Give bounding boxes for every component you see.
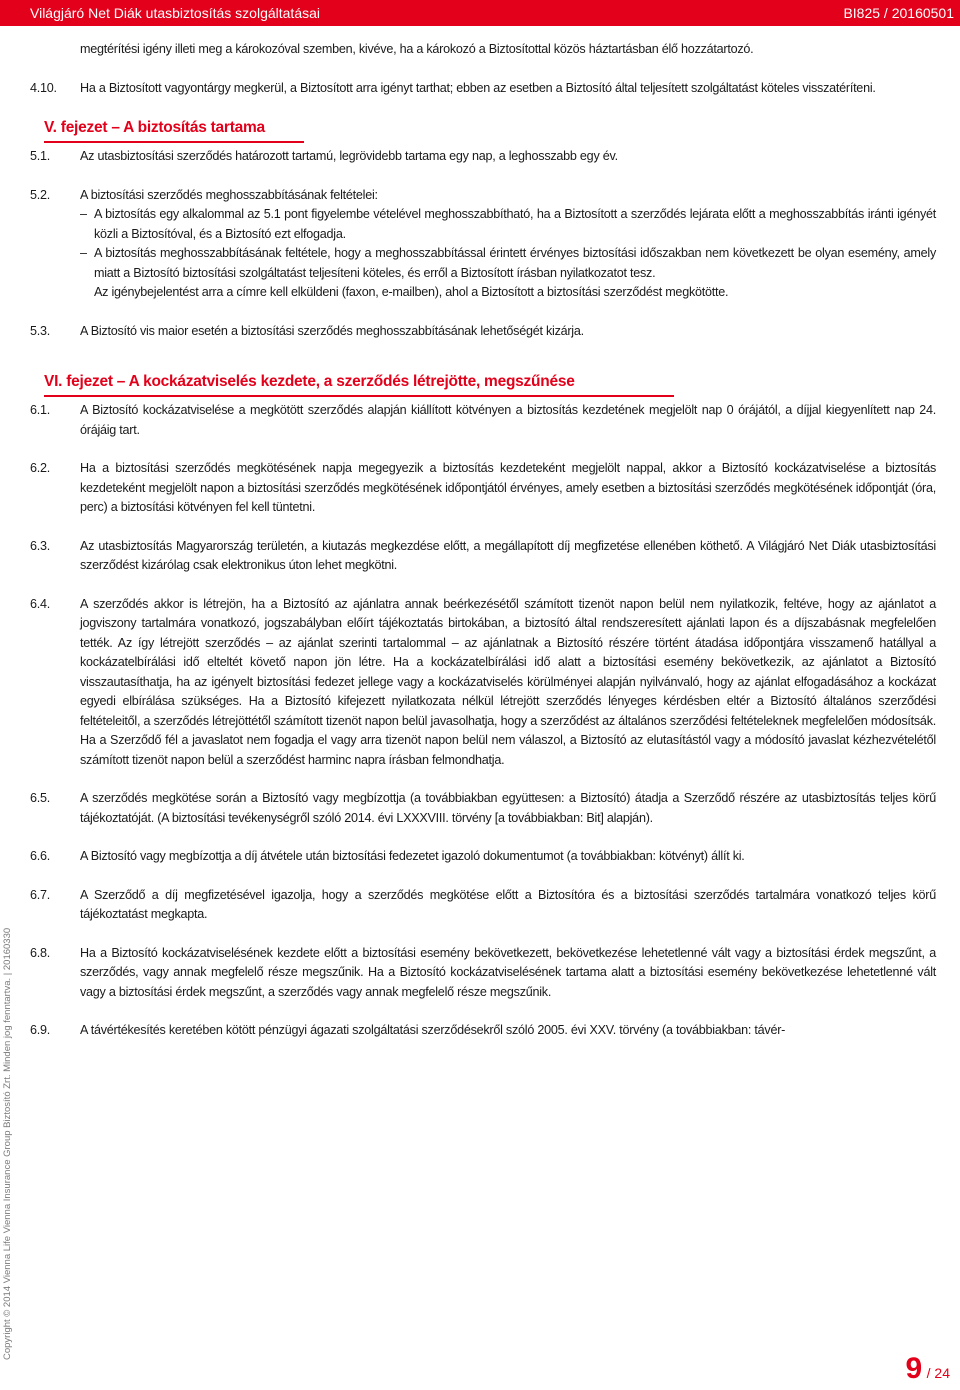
paragraph-number: 6.8. [30,945,51,960]
paragraph-6-4 [30,595,936,771]
chapter-5-heading: V. fejezet – A biztosítás tartama [44,117,304,143]
paragraph-5-3 [30,322,936,342]
current-page: 9 [905,1352,923,1385]
document-body [30,40,936,1041]
paragraph-5-2 [30,186,936,303]
paragraph-text: A biztosítási szerződés meghosszabbításának feltételei: [80,187,378,202]
document-code: BI825 / 20160501 [843,5,954,21]
page-number [906,1352,951,1386]
paragraph-text: A szerződés megkötése során a Biztosító vagy megbízottja (a továbbiakban együttesen: a Biztosító) átadja a Szerződő részére az utasbiztosítás teljes körű tájékoztatóját. (A biztosítási tevékenységről szóló 2014. évi LXXXVIII. törvény [a továbbiakban: Bit] alapján). [80,791,936,825]
paragraph-text: Az utasbiztosítás Magyarország területén, a kiutazás megkezdése előtt, a megállapított díj megfizetése ellenében köthető. A Világjáró Net Diák utasbiztosítási szerződést kizárólag csak elektronikus úton lehet megkötni. [80,538,936,572]
paragraph-text: A távértékesítés keretében kötött pénzügyi ágazati szolgáltatási szerződésekről szóló 2005. évi XXV. törvény (a továbbiakban: távér- [80,1023,786,1037]
paragraph-number: 5.1. [30,149,51,163]
paragraph-text: A Biztosító vagy megbízottja a díj átvétele után biztosítási fedezetet igazoló dokumentumot (a továbbiakban: kötvényt) állít ki. [80,849,745,863]
page-header [0,0,960,26]
paragraph-4-10 [30,79,936,99]
chapter-6-heading: VI. fejezet – A kockázatviselés kezdete, a szerződés létrejötte, megszűnése [44,371,674,397]
header-title: Világjáró Net Diák utasbiztosítás szolgáltatásai [30,5,321,21]
paragraph-text: A Biztosító vis maior esetén a biztosítási szerződés meghosszabbításának lehetőségét kizárja. [80,323,584,338]
paragraph-number: 5.2. [30,187,51,202]
paragraph-text: Ha a Biztosított vagyontárgy megkerül, a Biztosított arra igényt tarthat; ebben az esetben a Biztosító által teljesített szolgáltatást köteles visszatéríteni. [80,80,876,95]
paragraph-number: 6.3. [30,538,51,553]
paragraph-number: 5.3. [30,323,51,338]
list-item-continuation: Az igénybejelentést arra a címre kell elküldeni (faxon, e-mailben), ahol a Biztosított a biztosítási szerződést megkötötte. [94,285,729,299]
paragraph-text: Az utasbiztosítási szerződés határozott tartamú, legrövidebb tartama egy nap, a leghosszabb egy év. [80,149,618,163]
paragraph-number: 6.5. [30,791,51,805]
paragraph-number: 6.6. [30,849,51,863]
paragraph-number: 6.1. [30,403,51,417]
paragraph-text: A szerződés akkor is létrejön, ha a Biztosító az ajánlatra annak beérkezésétől számított tizenöt napon belül nem nyilatkozik, feltéve, hogy az ajánlatot a jogviszony tartalmára vonatkozó, jogszabályban előírt tájékoztatás birtokában, a biztosító által rendszeresített ajánlati lapon és a díjszabásnak megfelelően tették. Az így létrejött szerződés – az ajánlat szerinti tartalommal – az ajánlatnak a Biztosító részére történt átadása időpontjára visszamenő hatállyal a kockázatelbírálási idő elteltét követő napon jön létre. Ha a kockázatelbírálási idő alatt a biztosítási esemény bekövetkezik, az ajánlatot a Biztosító visszautasíthatja, ha az igényelt biztosítási fedezet jellege vagy a kockázatviselés körülményei alapján nyilvánvaló, hogy az ajánlat elfogadásához a kockázat egyedi elbírálása szükséges. Ha a Biztosító kifejezett nyilatkozata nélkül létrejött szerződés lényeges kérdésben eltér a Biztosító általános szerződési feltételeitől, a szerződés létrejöttétől számított tizenöt napon belül javasolhatja, hogy a szerződést az általános szerződési feltételeknek megfelelően módosítsák. Ha a Szerződő fél a javaslatot nem fogadja el vagy arra tizenöt napon belül nem válaszol, a Biztosító az elutasítástól vagy a módosító javaslat kézhezvételétől számított tizenöt napon belül a szerződést harminc napra írásban felmondhatja. [80,596,936,767]
paragraph-number: 6.2. [30,461,51,475]
paragraph-number: 6.7. [30,887,51,902]
list-item: – A biztosítás meghosszabbításának feltétele, hogy a meghosszabbítással érintett érvényes biztosítási időszakban nem következett be olyan esemény, amely miatt a Biztosító biztosítási szolgáltatást teljesíteni köteles, és erről a Biztosított írásban nyilatkozatot tesz. [80,244,936,283]
paragraph-6-9 [30,1021,936,1041]
paragraph-text: A Szerződő a díj megfizetésével igazolja, hogy a szerződés megkötése előtt a Biztosítóra és a biztosítási szerződés tartalmára vonatkozó teljes körű tájékoztatást megkapta. [80,887,936,921]
paragraph-number: 4.10. [30,80,57,95]
paragraph-6-1 [30,401,936,440]
total-pages: / 24 [926,1365,950,1381]
paragraph-text: megtérítési igény illeti meg a károkozóval szemben, kivéve, ha a károkozó a Biztosítottal közös háztartásban élő hozzátartozó. [80,42,754,56]
paragraph-5-1 [30,147,936,167]
paragraph-number: 6.9. [30,1023,51,1037]
paragraph-6-6 [30,847,936,867]
copyright-sidebar: Copyright © 2014 Vienna Life Vienna Insurance Group Biztosító Zrt. Minden jog fenntartva. | 20160330 [2,927,13,1360]
paragraph-6-2 [30,459,936,518]
list-item: – A biztosítás egy alkalommal az 5.1 pont figyelembe vételével meghosszabbítható, ha a Biztosított a szerződés lejárata előtt a meghosszabbítás iránti igényét közli a Biztosítóval, és a Biztosító ezt elfogadja. [80,205,936,244]
paragraph-6-7 [30,886,936,925]
paragraph-6-8 [30,944,936,1003]
intro-paragraph [30,40,936,60]
paragraph-6-3 [30,537,936,576]
paragraph-text: Ha a biztosítási szerződés megkötésének napja megegyezik a biztosítás kezdeteként megjelölt nappal, akkor a Biztosító kockázatviselése a biztosítás kezdeteként megjelölt napon a biztosítási szerződés megkötésének időpontjától érvényes, amely esetben a biztosítási szerződés megkötésének időpontját (óra, perc) a biztosítási kötvényen fel kell tüntetni. [80,461,936,514]
paragraph-number: 6.4. [30,596,51,611]
paragraph-6-5 [30,789,936,828]
paragraph-text: A Biztosító kockázatviselése a megkötött szerződés alapján kiállított kötvényen a biztosítás kezdetének megjelölt nap 0 órájától, a díjjal kiegyenlített nap 24. órájáig tart. [80,403,936,437]
paragraph-text: Ha a Biztosító kockázatviselésének kezdete előtt a biztosítási esemény bekövetkezett, bekövetkezése lehetetlenné vált vagy a biztosítási érdek megszűnt, a szerződés, vagy annak megfelelő része megszűnik. Ha a Biztosító kockázatviselésének tartama alatt a biztosítási esemény bekövetkezése lehetetlenné vált vagy a biztosítási érdek megszűnt, a szerződés vagy annak megfelelő része megszűnik. [80,945,936,999]
